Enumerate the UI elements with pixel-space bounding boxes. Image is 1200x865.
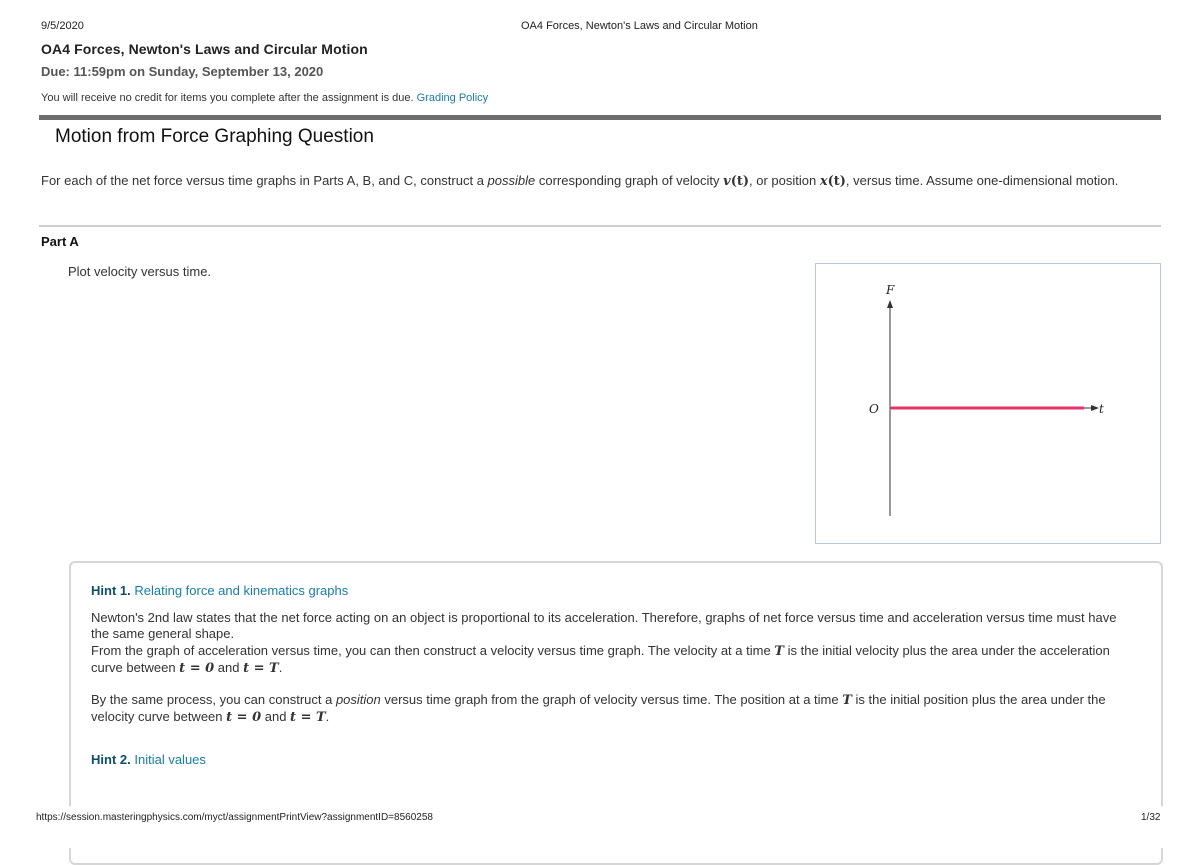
hint-1-p3-text-d: is the initial position plus the area under the velocity curve between — [91, 692, 1106, 724]
hint-1-p3-text-e: and — [261, 709, 291, 724]
hint-1-p2-tT: t = T — [243, 661, 279, 676]
credit-note — [41, 92, 488, 104]
position-arg: (t) — [827, 174, 846, 189]
hint-1-paragraph-3 — [91, 692, 1137, 726]
hint-1-title[interactable] — [91, 583, 348, 598]
section-divider — [39, 225, 1161, 227]
hint-1-p2-text-b: is the initial velocity plus the area under the acceleration curve between — [91, 643, 1110, 675]
print-date: 9/5/2020 — [41, 20, 84, 32]
due-date: Due: 11:59pm on Sunday, September 13, 2020 — [41, 64, 324, 79]
hint-1-p3-text-a: By the same process, you can construct a — [91, 692, 336, 707]
hint-1-paragraph-1: Newton's 2nd law states that the net force acting on an object is proportional to its acceleration. Therefore, graphs of net force versus time and acceleration versus time must have the same general shape. — [91, 610, 1117, 641]
velocity-arg: (t) — [730, 174, 750, 189]
intro-text-1: For each of the net force versus time graphs in Parts A, B, and C, construct a — [41, 173, 488, 188]
hint-1-p3-tT: t = T — [290, 710, 326, 725]
hint-1-p3-emphasis: position — [335, 692, 381, 707]
origin-label: O — [869, 402, 879, 416]
force-graph-svg — [816, 264, 1160, 543]
part-a-label: Part A — [41, 234, 79, 249]
hint-1-p3-text-c: versus time graph from the graph of velocity versus time. The position at a time — [380, 692, 843, 707]
f-axis-arrow — [887, 300, 893, 308]
position-symbol: x — [819, 174, 828, 189]
hint-1-p2-t0: t = 0 — [179, 661, 215, 676]
intro-text-4: , versus time. Assume one-dimensional motion. — [845, 173, 1119, 188]
grading-policy-link[interactable]: Grading Policy — [416, 92, 489, 104]
footer-page-number: 1/32 — [1141, 812, 1161, 823]
hint-2-title-text[interactable]: Initial values — [134, 752, 206, 767]
part-a-instruction: Plot velocity versus time. — [68, 264, 212, 279]
f-axis-label: F — [886, 283, 895, 297]
footer-url: https://session.masteringphysics.com/myct/assignmentPrintView?assignmentID=8560258 — [36, 812, 433, 823]
force-time-graph — [815, 263, 1161, 544]
hint-1-p2-text-a: From the graph of acceleration versus time, you can then construct a velocity versus time graph. The velocity at a time — [91, 643, 775, 658]
hint-1-p2-text-d: . — [278, 660, 283, 675]
hint-1-number: Hint 1. — [91, 583, 131, 598]
credit-note-text: You will receive no credit for items you complete after the assignment is due. — [41, 92, 414, 104]
t-axis-label: t — [1099, 402, 1104, 416]
hint-1-p3-text-f: . — [325, 709, 330, 724]
print-header-title: OA4 Forces, Newton's Laws and Circular Motion — [521, 20, 758, 32]
intro-text-3: , or position — [749, 173, 820, 188]
question-title: Motion from Force Graphing Question — [55, 126, 374, 147]
intro-text-2: corresponding graph of velocity — [535, 173, 724, 188]
hint-1-p2-text-c: and — [214, 660, 244, 675]
assignment-title: OA4 Forces, Newton's Laws and Circular Motion — [41, 41, 368, 57]
velocity-symbol: v — [723, 174, 731, 189]
hint-1-title-text[interactable]: Relating force and kinematics graphs — [134, 583, 349, 598]
t-axis-arrow — [1091, 405, 1099, 411]
header-divider — [39, 115, 1161, 120]
hint-1-p3-t0: t = 0 — [226, 710, 262, 725]
hint-2-number: Hint 2. — [91, 752, 131, 767]
hint-1-p2-T: T — [774, 644, 784, 659]
hint-2-title[interactable] — [91, 752, 206, 767]
hint-1-paragraph-2 — [91, 643, 1137, 677]
hint-1-p3-T: T — [842, 693, 852, 708]
intro-emphasis: possible — [487, 173, 536, 188]
question-intro — [41, 173, 1161, 190]
